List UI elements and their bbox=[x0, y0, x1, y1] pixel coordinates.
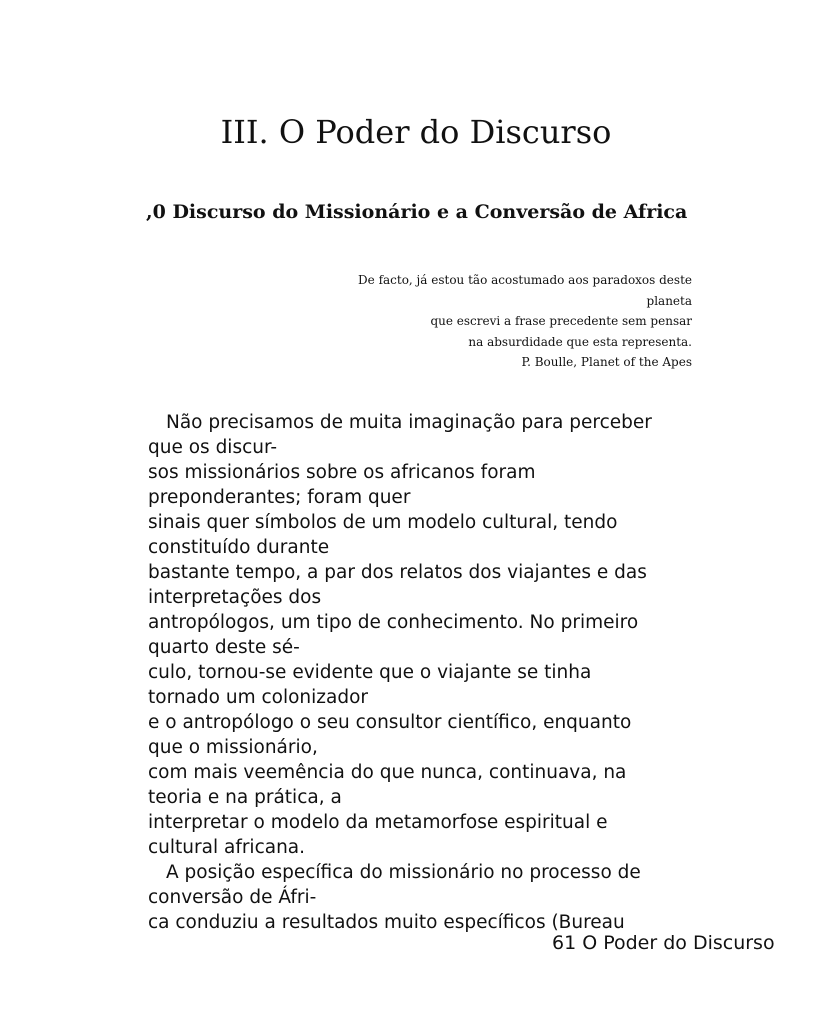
body-line: sos missionários sobre os africanos foram bbox=[148, 462, 536, 483]
body-line: ca conduziu a resultados muito específicos (Bureau bbox=[148, 912, 625, 933]
body-line: e o antropólogo o seu consultor científico, enquanto bbox=[148, 712, 632, 733]
body-line: culo, tornou-se evidente que o viajante se tinha bbox=[148, 662, 592, 683]
epigraph-line: na absurdidade que esta representa. bbox=[468, 334, 692, 349]
body-line: constituído durante bbox=[148, 537, 330, 558]
body-text bbox=[148, 410, 748, 933]
running-head: 61 O Poder do Discurso bbox=[552, 932, 775, 954]
section-title: ,0 Discurso do Missionário e a Conversão de Africa bbox=[146, 201, 688, 223]
body-line: antropólogos, um tipo de conhecimento. No primeiro bbox=[148, 612, 639, 633]
body-line: tornado um colonizador bbox=[148, 687, 369, 708]
body-line: teoria e na prática, a bbox=[148, 787, 342, 808]
body-line: sinais quer símbolos de um modelo cultural, tendo bbox=[148, 512, 618, 533]
body-line: preponderantes; foram quer bbox=[148, 487, 411, 508]
body-line: quarto deste sé- bbox=[148, 637, 300, 658]
body-line: cultural africana. bbox=[148, 837, 306, 858]
body-line: interpretações dos bbox=[148, 587, 322, 608]
epigraph-line: que escrevi a frase precedente sem pensar bbox=[430, 314, 692, 328]
body-line: bastante tempo, a par dos relatos dos viajantes e das bbox=[148, 562, 647, 583]
body-line: conversão de Áfri- bbox=[148, 887, 317, 908]
body-line: interpretar o modelo da metamorfose espiritual e bbox=[148, 812, 608, 833]
body-line: Não precisamos de muita imaginação para perceber bbox=[166, 412, 652, 433]
epigraph bbox=[272, 270, 692, 374]
epigraph-line: De facto, já estou tão acostumado aos paradoxos deste bbox=[358, 273, 692, 287]
body-line: com mais veemência do que nunca, continuava, na bbox=[148, 762, 627, 783]
body-line: que os discur- bbox=[148, 437, 278, 458]
body-line: A posição específica do missionário no processo de bbox=[166, 862, 641, 883]
body-line: que o missionário, bbox=[148, 737, 318, 758]
epigraph-attribution: P. Boulle, Planet of the Apes bbox=[521, 355, 692, 369]
chapter-title: III. O Poder do Discurso bbox=[220, 113, 612, 151]
epigraph-line: planeta bbox=[646, 293, 692, 308]
page-footer bbox=[552, 932, 775, 970]
